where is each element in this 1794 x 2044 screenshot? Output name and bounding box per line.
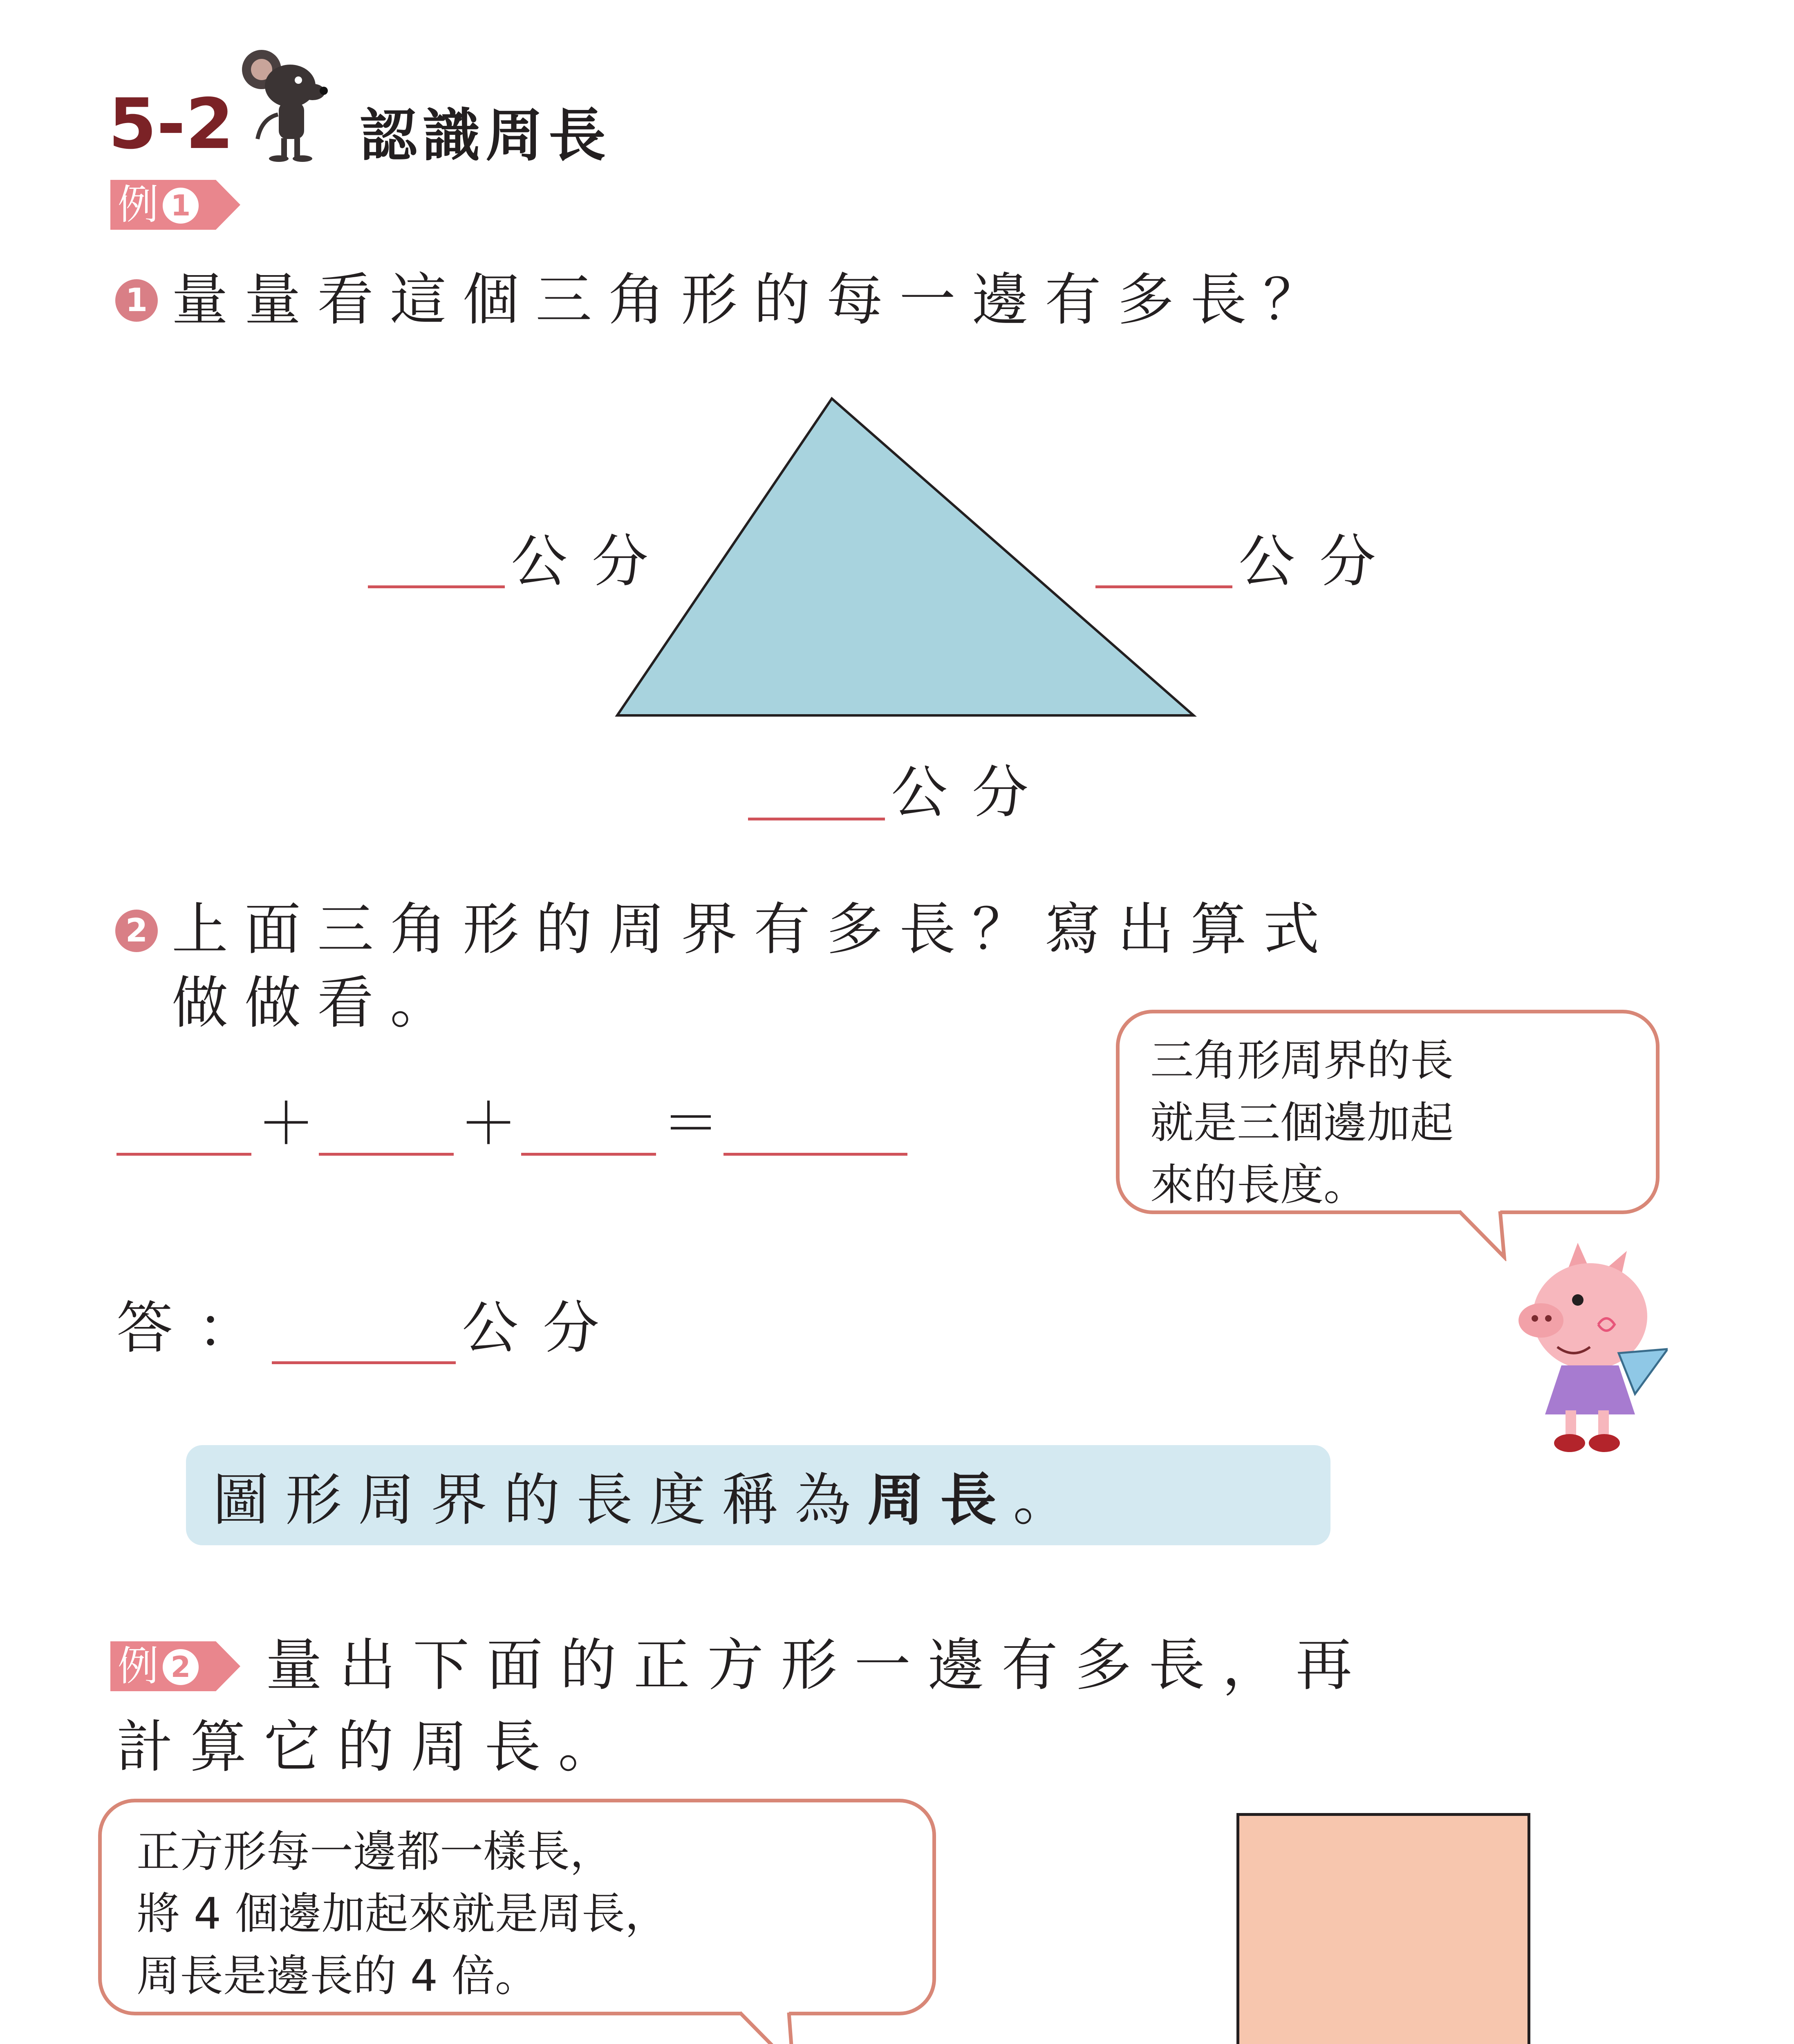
equation-result-blank[interactable] <box>723 1153 907 1156</box>
equation-plus-1: ＋ <box>258 1091 315 1157</box>
square-figure <box>1236 1813 1530 2044</box>
definition-text <box>213 1466 1086 1533</box>
equation-plus-2: ＋ <box>460 1091 517 1157</box>
answer1-label: 答： <box>116 1295 279 1361</box>
hint-bubble-1-line3: 來的長度。 <box>1150 1160 1367 1210</box>
equation-blank-1[interactable] <box>116 1153 251 1156</box>
question2-line2: 做做看。 <box>172 970 463 1036</box>
hint-bubble-2 <box>98 1799 936 2015</box>
question2-line1: 上面三角形的周界有多長？寫出算式 <box>172 896 1336 962</box>
answer1-blank[interactable] <box>272 1361 456 1364</box>
left-side-blank[interactable] <box>368 585 505 588</box>
section-number: 5-2 <box>108 84 234 165</box>
definition-text-prefix: 圖形周界的長度稱為 <box>213 1467 868 1533</box>
example2-tag <box>110 1641 216 1691</box>
example2-tag-label: 例 <box>118 1642 159 1690</box>
hint-bubble-2-line3: 周長是邊長的 4 倍。 <box>137 1951 538 2001</box>
bottom-side-blank[interactable] <box>748 818 885 820</box>
hint-bubble-1-line2: 就是三個邊加起 <box>1150 1098 1454 1148</box>
definition-text-suffix: 。 <box>1013 1467 1086 1533</box>
example1-tag <box>110 180 216 230</box>
hint-bubble-1 <box>1116 1010 1660 1214</box>
question1-text: 量量看這個三角形的每一邊有多長？ <box>172 267 1336 333</box>
question2-number: 2 <box>115 910 158 952</box>
definition-emphasis: 周長 <box>867 1466 1013 1533</box>
hint-bubble-2-line1: 正方形每一邊都一樣長， <box>137 1827 613 1877</box>
example2-tag-number: 2 <box>163 1649 199 1685</box>
boy-character-icon <box>785 2038 997 2044</box>
answer1-unit: 公分 <box>462 1295 624 1361</box>
left-side-unit: 公分 <box>511 529 673 594</box>
right-side-unit: 公分 <box>1239 529 1401 594</box>
mouse-mascot-icon <box>233 41 339 164</box>
bottom-side-unit: 公分 <box>891 760 1053 825</box>
equation-blank-3[interactable] <box>521 1153 656 1156</box>
question1-number: 1 <box>115 279 158 322</box>
example2-line2: 計算它的周長。 <box>116 1714 632 1780</box>
example2-line1: 量出下面的正方形一邊有多長，再 <box>266 1632 1370 1698</box>
hint-bubble-2-line2: 將 4 個邊加起來就是周長， <box>137 1889 668 1939</box>
equation-blank-2[interactable] <box>319 1153 454 1156</box>
example1-tag-label: 例 <box>118 181 159 229</box>
right-side-blank[interactable] <box>1095 585 1232 588</box>
section-title: 認識周長 <box>360 103 612 169</box>
equation-equals: ＝ <box>662 1091 720 1157</box>
example1-tag-number: 1 <box>163 188 199 224</box>
triangle-figure <box>609 392 1206 724</box>
hint-bubble-1-line1: 三角形周界的長 <box>1150 1035 1454 1086</box>
pig-character-icon <box>1455 1230 1668 1459</box>
